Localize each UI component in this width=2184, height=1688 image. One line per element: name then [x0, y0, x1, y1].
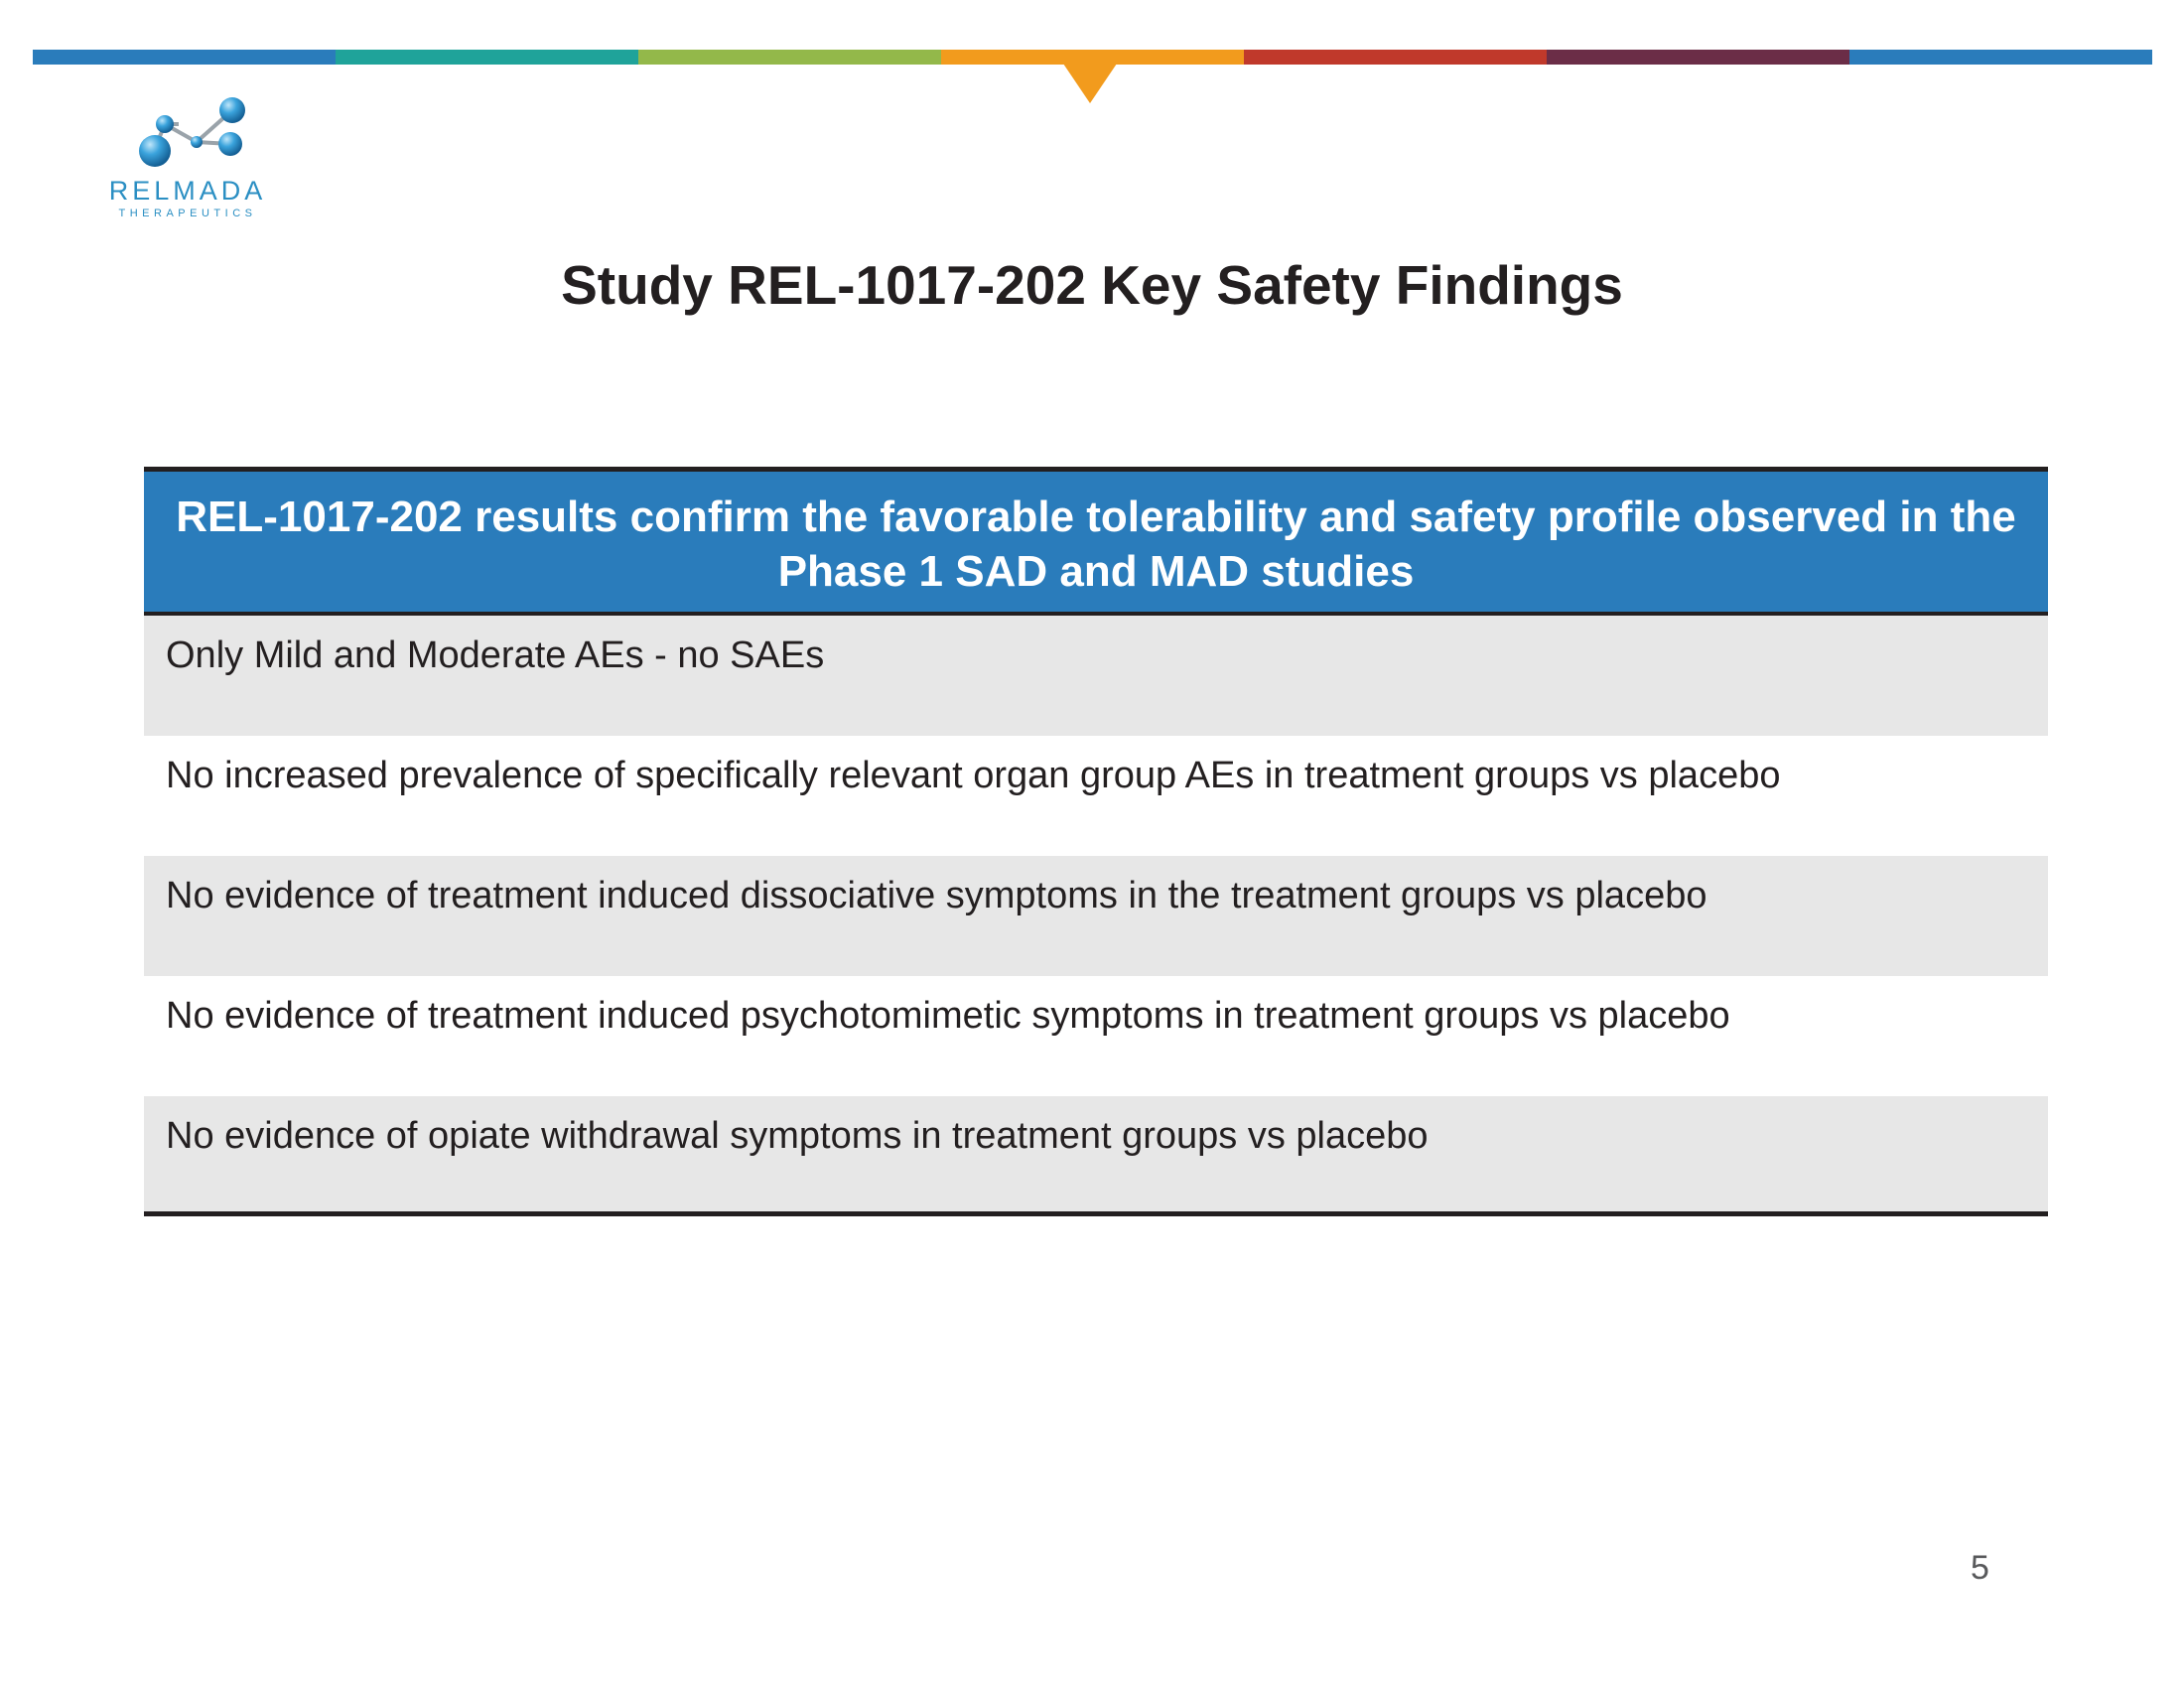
logo-tagline: THERAPEUTICS: [118, 208, 257, 219]
findings-table: [144, 467, 2048, 1216]
table-row: No evidence of opiate withdrawal symptoms in treatment groups vs placebo: [144, 1096, 2048, 1216]
slide-title: Study REL-1017-202 Key Safety Findings: [561, 254, 1623, 316]
table-header: REL-1017-202 results confirm the favorable tolerability and safety profile observed in the Phase 1 SAD and MAD studies: [144, 467, 2048, 616]
color-bar-notch: [1063, 64, 1117, 103]
page-number: 5: [1971, 1549, 1989, 1587]
table-row: No evidence of treatment induced psychotomimetic symptoms in treatment groups vs placebo: [166, 995, 1730, 1037]
color-bar-segment: [33, 50, 336, 65]
color-bar-segment: [336, 50, 638, 65]
color-bar-segment: [1244, 50, 1547, 65]
color-bar-segment: [941, 50, 1244, 65]
color-bar-segment: [638, 50, 941, 65]
color-bar-segment: [1547, 50, 1849, 65]
table-row: No increased prevalence of specifically relevant organ group AEs in treatment groups vs placebo: [166, 755, 1781, 796]
color-bar: [33, 50, 2152, 65]
table-row: No evidence of treatment induced dissociative symptoms in the treatment groups vs placebo: [144, 856, 2048, 976]
relmada-logo: [83, 94, 292, 223]
molecule-icon: [123, 94, 252, 174]
table-row: Only Mild and Moderate AEs - no SAEs: [144, 616, 2048, 736]
color-bar-segment: [1849, 50, 2152, 65]
logo-wordmark: RELMADA: [108, 176, 267, 206]
